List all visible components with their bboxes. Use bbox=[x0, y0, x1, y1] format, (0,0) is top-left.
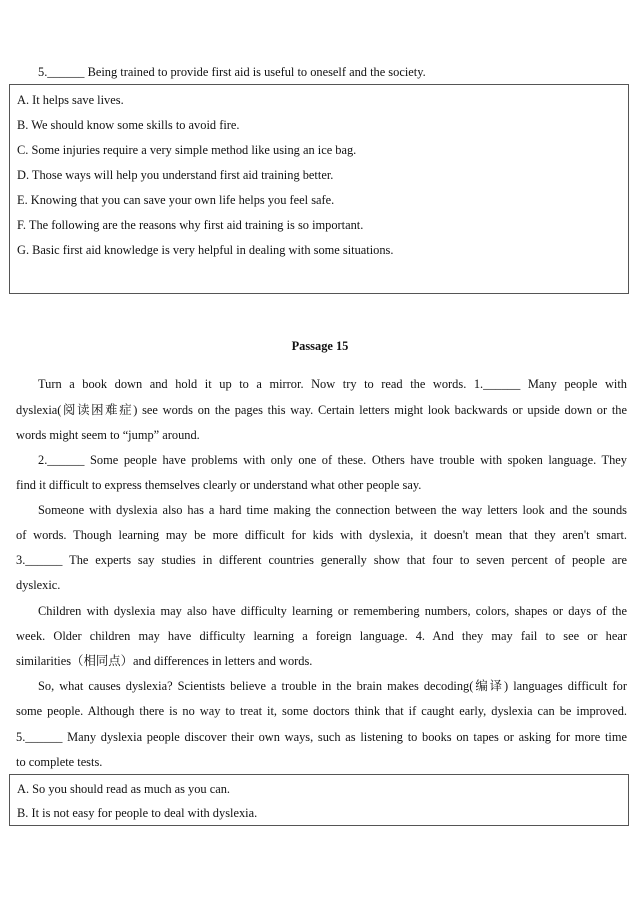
option-b: B. We should know some skills to avoid fire. bbox=[17, 118, 240, 132]
option-e: E. Knowing that you can save your own life helps you feel safe. bbox=[17, 193, 335, 207]
passage-line-4: 2.______ Some people have problems with only one of these. Others have trouble with spoken language. They bbox=[38, 453, 627, 467]
option-f: F. The following are the reasons why first aid training is so important. bbox=[17, 218, 364, 232]
passage-line-2: dyslexia(阅读困难症) see words on the pages this way. Certain letters might look backwards or upside down or the bbox=[16, 403, 627, 417]
option-a: A. It helps save lives. bbox=[17, 93, 124, 107]
passage-line-15: 5.______ Many dyslexia people discover their own ways, such as listening to books on tapes or asking for more time bbox=[16, 730, 627, 744]
passage-line-12: similarities（相同点）and differences in letters and words. bbox=[16, 654, 313, 668]
passage-line-13: So, what causes dyslexia? Scientists believe a trouble in the brain makes decoding(编译) languages difficult for bbox=[38, 679, 627, 693]
passage-line-1: Turn a book down and hold it up to a mirror. Now try to read the words. 1.______ Many people with bbox=[38, 377, 627, 391]
options-box-passage bbox=[9, 774, 629, 826]
option-d: D. Those ways will help you understand first aid training better. bbox=[17, 168, 334, 182]
passage-title: Passage 15 bbox=[291, 339, 349, 353]
passage-option-b: B. It is not easy for people to deal with dyslexia. bbox=[17, 806, 258, 820]
option-c: C. Some injuries require a very simple method like using an ice bag. bbox=[17, 143, 357, 157]
passage-line-11: week. Older children may have difficulty learning a foreign language. 4. And they may fail to see or hear bbox=[16, 629, 627, 643]
passage-line-8: 3.______ The experts say studies in different countries generally show that four to seven percent of people are bbox=[16, 553, 627, 567]
passage-line-10: Children with dyslexia may also have difficulty learning or remembering numbers, colors, shapes or days of the bbox=[38, 604, 627, 618]
passage-line-5: find it difficult to express themselves clearly or understand what other people say. bbox=[16, 478, 422, 492]
passage-option-a: A. So you should read as much as you can. bbox=[17, 782, 231, 796]
passage-line-16: to complete tests. bbox=[16, 755, 103, 769]
question-5-line: 5.______ Being trained to provide first aid is useful to oneself and the society. bbox=[38, 65, 426, 79]
passage-line-14: some people. Although there is no way to treat it, some doctors think that if caught early, dyslexia can be improved. bbox=[16, 704, 627, 718]
passage-line-7: of words. Though learning may be more difficult for kids with dyslexia, it doesn't mean that they aren't smart. bbox=[16, 528, 627, 542]
option-g: G. Basic first aid knowledge is very helpful in dealing with some situations. bbox=[17, 243, 394, 257]
options-box-section1 bbox=[9, 84, 629, 294]
passage-line-9: dyslexic. bbox=[16, 578, 61, 592]
passage-line-3: words might seem to “jump” around. bbox=[16, 428, 200, 442]
passage-line-6: Someone with dyslexia also has a hard time making the connection between the way letters look and the sounds bbox=[38, 503, 627, 517]
